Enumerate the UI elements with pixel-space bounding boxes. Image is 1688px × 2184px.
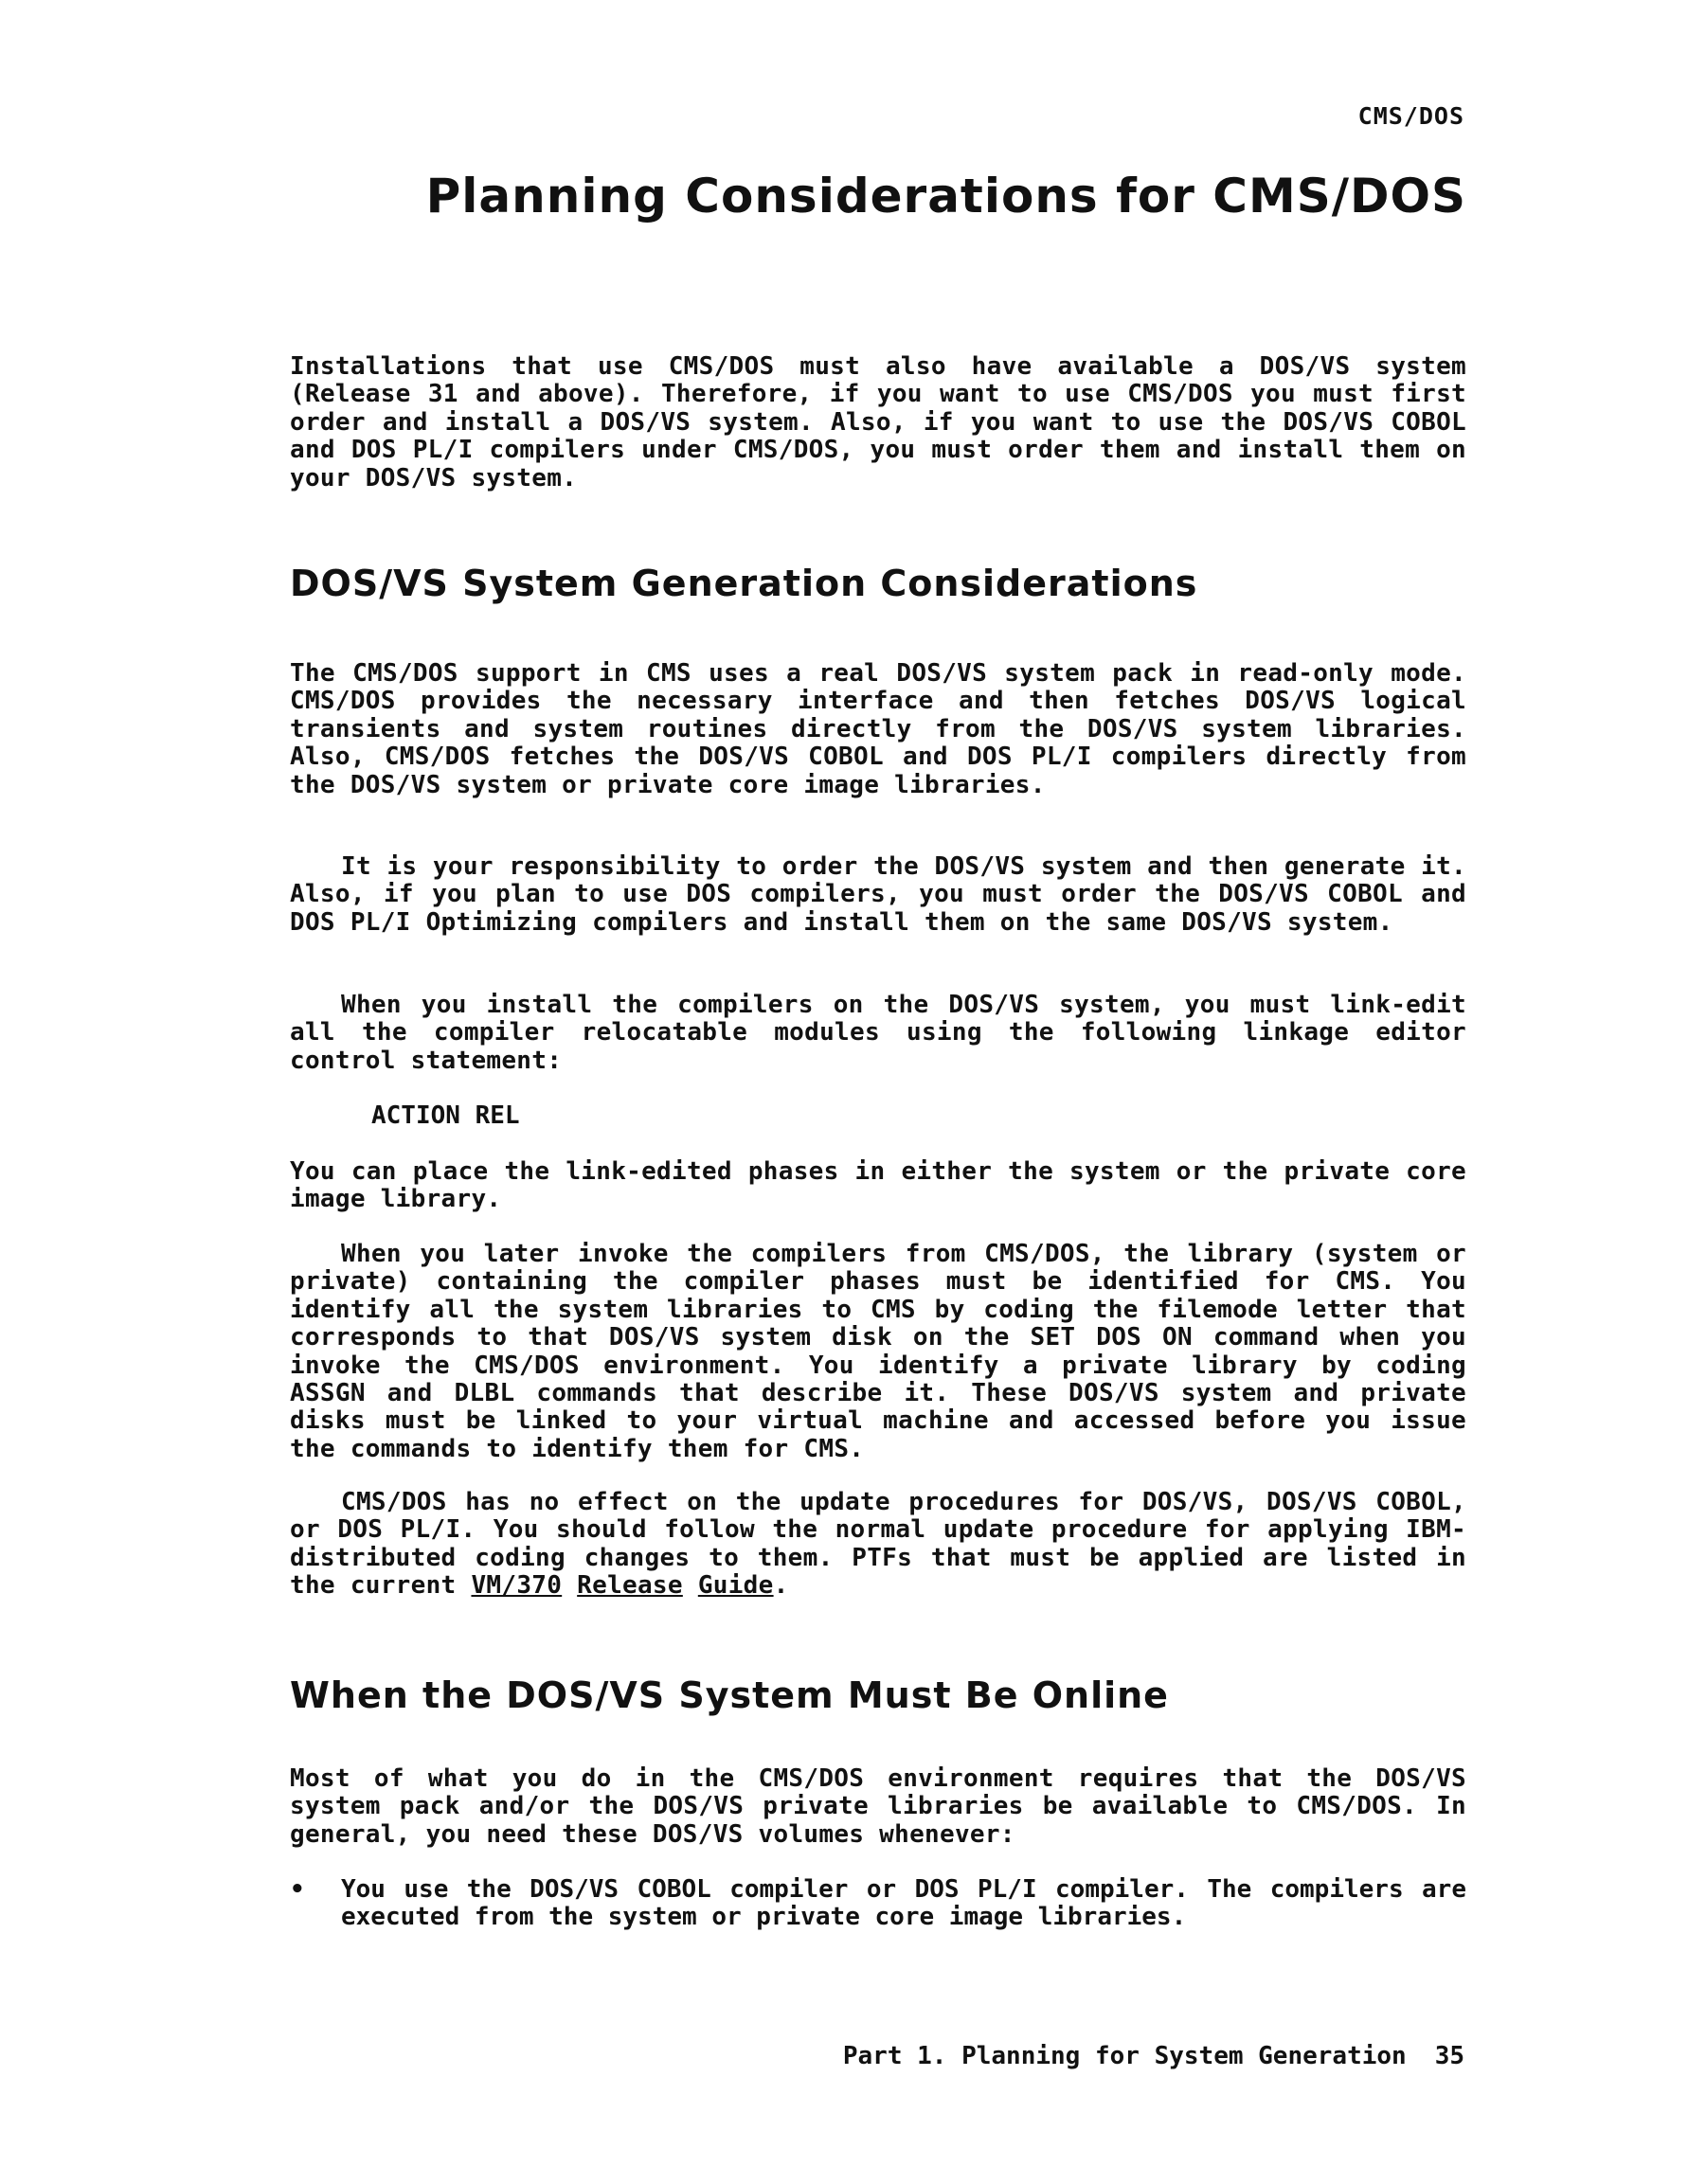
paragraph-period: .: [773, 1571, 789, 1601]
footer-text: Part 1. Planning for System Generation: [842, 2042, 1407, 2070]
bullet-icon: •: [290, 1875, 305, 1904]
sysgen-paragraph-3: When you install the compilers on the DOS/VS system, you must link-edit all the compiler relocatable modules using the following linkage editor control statement:: [290, 991, 1466, 1075]
section-heading-online: When the DOS/VS System Must Be Online: [290, 1674, 1169, 1716]
page-number: 35: [1434, 2042, 1464, 2070]
online-paragraph-1: Most of what you do in the CMS/DOS environment requires that the DOS/VS system pack and/or the DOS/VS private libraries be available to CMS/DOS. In general, you need these DOS/VS volumes whenever:: [290, 1764, 1466, 1849]
page-title: Planning Considerations for CMS/DOS: [425, 169, 1466, 224]
page-footer: [843, 2042, 1464, 2070]
reference-title-release: Release: [577, 1571, 683, 1601]
sysgen-paragraph-4: You can place the link-edited phases in either the system or the private core image library.: [290, 1157, 1466, 1214]
list-item-text: You use the DOS/VS COBOL compiler or DOS PL/I compiler. The compilers are executed from the system or private core image libraries.: [341, 1875, 1466, 1932]
list-item: [290, 1876, 1466, 1932]
reference-title-guide: Guide: [697, 1571, 774, 1601]
section-heading-sysgen: DOS/VS System Generation Considerations: [290, 563, 1198, 604]
sysgen-paragraph-2: It is your responsibility to order the DOS/VS system and then generate it. Also, if you plan to use DOS compilers, you must order the DOS/VS COBOL and DOS PL/I Optimizing compilers and install them on the same DOS/VS system.: [290, 852, 1466, 937]
running-head: CMS/DOS: [1357, 102, 1464, 130]
intro-paragraph: Installations that use CMS/DOS must also have available a DOS/VS system (Release 31 and above). Therefore, if you want to use CMS/DOS you must first order and install a DOS/VS system. Also, if you want to use the DOS/VS COBOL and DOS PL/I compilers under CMS/DOS, you must order them and install them on your DOS/VS system.: [290, 352, 1466, 492]
sysgen-paragraph-6: [290, 1489, 1466, 1601]
sysgen-paragraph-1: The CMS/DOS support in CMS uses a real DOS/VS system pack in read-only mode. CMS/DOS provides the necessary interface and then fetches DOS/VS logical transients and system routines directly from the DOS/VS system libraries. Also, CMS/DOS fetches the DOS/VS COBOL and DOS PL/I compilers directly from the DOS/VS system or private core image libraries.: [290, 659, 1466, 799]
reference-title-vm370: VM/370: [471, 1571, 563, 1601]
paragraph-text: CMS/DOS has no effect on the update procedures for DOS/VS, DOS/VS COBOL, or DOS PL/I. You should follow the normal update procedure for applying IBM-distributed coding changes to them. PTFs that must be applied are listed in the current: [290, 1488, 1466, 1601]
code-statement: ACTION REL: [371, 1101, 520, 1130]
sysgen-paragraph-5: When you later invoke the compilers from CMS/DOS, the library (system or private) containing the compiler phases must be identified for CMS. You identify all the system libraries to CMS by coding the filemode letter that corresponds to that DOS/VS system disk on the SET DOS ON command when you invoke the CMS/DOS environment. You identify a private library by coding ASSGN and DLBL commands that describe it. These DOS/VS system and private disks must be linked to your virtual machine and accessed before you issue the commands to identify them for CMS.: [290, 1240, 1466, 1463]
